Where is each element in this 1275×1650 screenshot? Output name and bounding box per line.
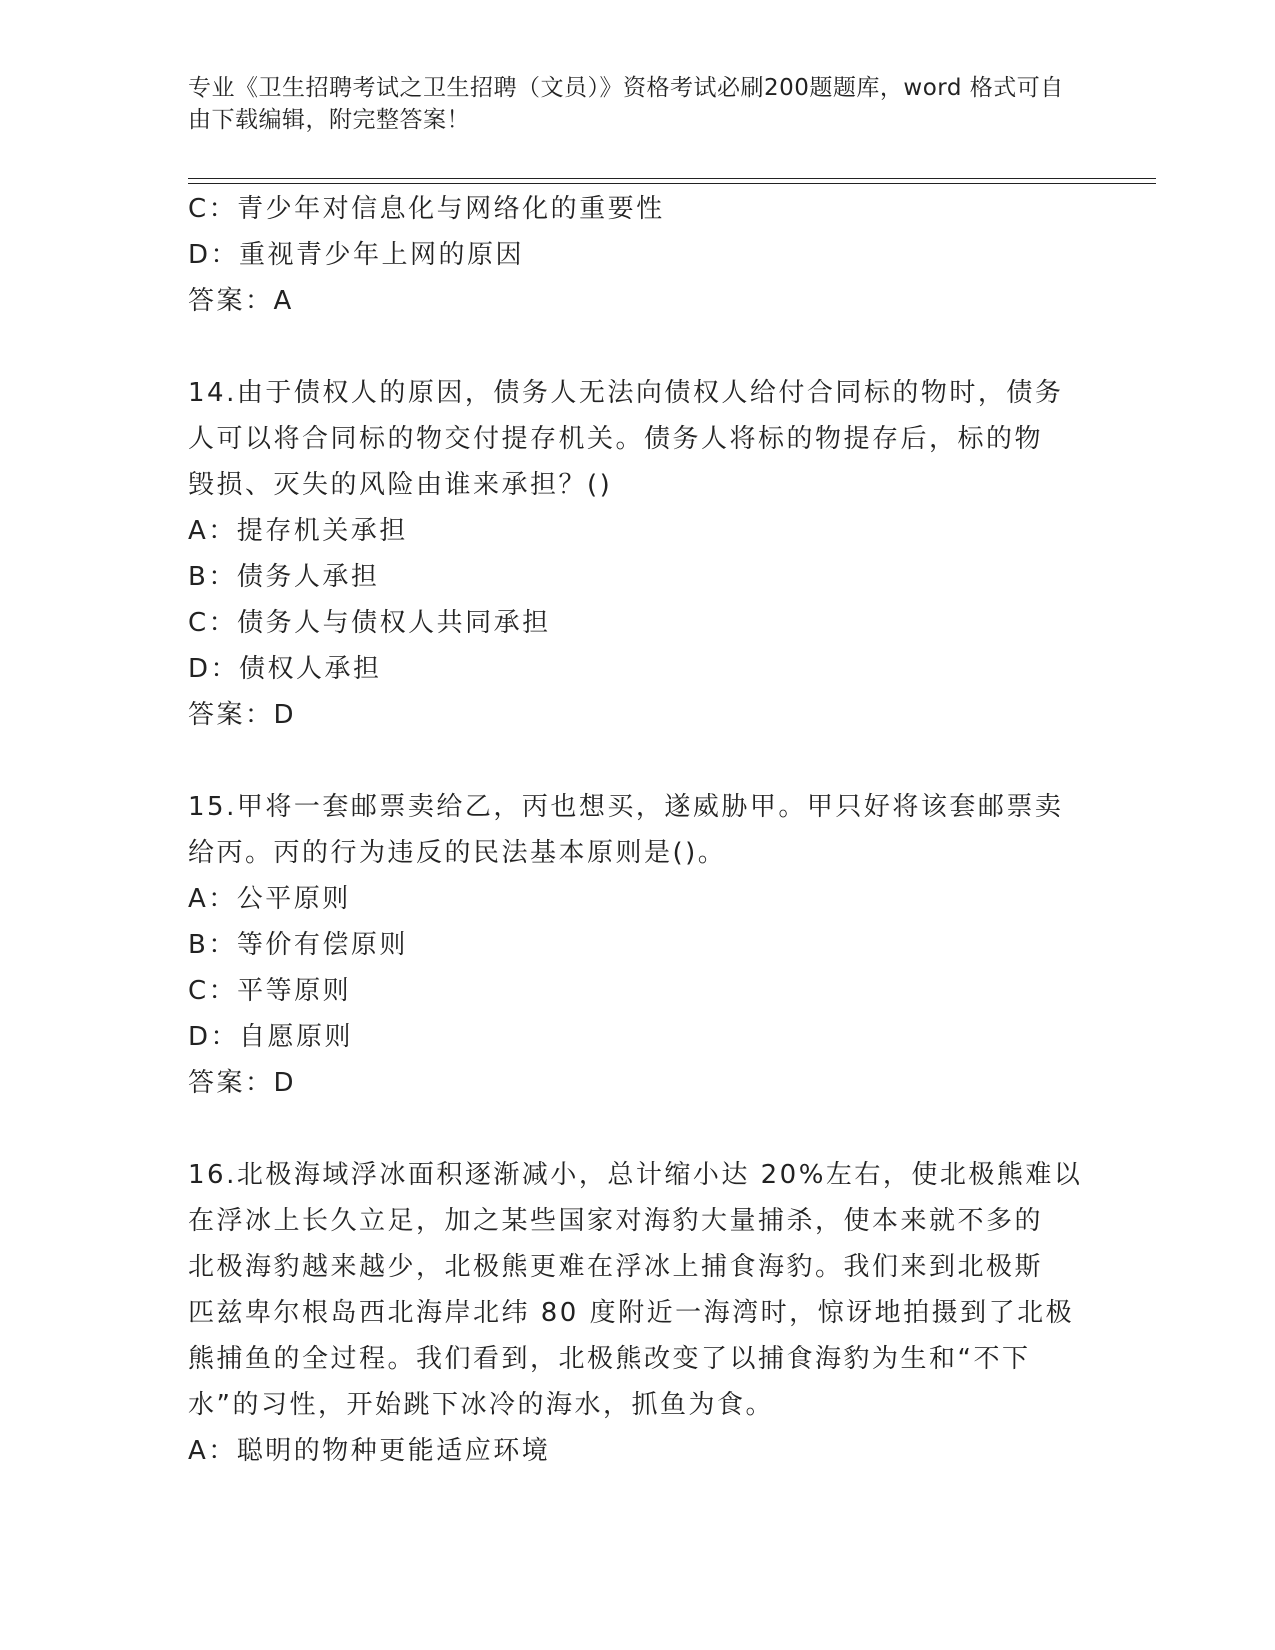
question-stem-line: 16.北极海域浮冰面积逐渐减小，总计缩小达 20%左右，使北极熊难以 [188,1160,1083,1190]
answer-line: 答案：D [188,700,297,730]
header-text: 专业《卫生招聘考试之卫生招聘（文员）》资格考试必刷200题题库，word 格式可自由下载编辑，附完整答案！ [188,75,1064,133]
question-stem-line: 给丙。丙的行为违反的民法基本原则是()。 [188,838,727,868]
question-stem-line: 人可以将合同标的物交付提存机关。债务人将标的物提存后，标的物 [188,424,1044,454]
question-14 [188,370,1088,738]
spacer [188,738,1088,784]
option-c: C：债务人与债权人共同承担 [188,608,551,638]
spacer [188,1106,1088,1152]
prev-question-block [188,186,1088,324]
question-stem-line: 在浮冰上长久立足，加之某些国家对海豹大量捕杀，使本来就不多的 [188,1206,1044,1236]
option-d: D：自愿原则 [188,1022,354,1052]
question-16 [188,1152,1088,1474]
answer-line: 答案：A [188,286,294,316]
page-header [188,72,1068,136]
question-stem-line: 北极海豹越来越少，北极熊更难在浮冰上捕食海豹。我们来到北极斯 [188,1252,1044,1282]
question-stem-line: 水”的习性，开始跳下冰冷的海水，抓鱼为食。 [188,1390,774,1420]
header-divider-bottom [188,183,1156,184]
option-d: D：债权人承担 [188,654,382,684]
option-a: A：公平原则 [188,884,351,914]
question-15 [188,784,1088,1106]
option-c: C：平等原则 [188,976,352,1006]
option-c: C：青少年对信息化与网络化的重要性 [188,194,665,224]
option-a: A：提存机关承担 [188,516,408,546]
option-b: B：债务人承担 [188,562,380,592]
option-a: A：聪明的物种更能适应环境 [188,1436,551,1466]
question-stem-line: 熊捕鱼的全过程。我们看到，北极熊改变了以捕食海豹为生和“不下 [188,1344,1031,1374]
spacer [188,324,1088,370]
question-stem-line: 15.甲将一套邮票卖给乙，丙也想买，遂威胁甲。甲只好将该套邮票卖 [188,792,1064,822]
question-content [188,186,1088,1474]
header-divider-top [188,178,1156,179]
option-d: D：重视青少年上网的原因 [188,240,525,270]
question-stem-line: 毁损、灭失的风险由谁来承担？() [188,470,613,500]
question-stem-line: 14.由于债权人的原因，债务人无法向债权人给付合同标的物时，债务 [188,378,1064,408]
option-b: B：等价有偿原则 [188,930,408,960]
question-stem-line: 匹兹卑尔根岛西北海岸北纬 80 度附近一海湾时，惊讶地拍摄到了北极 [188,1298,1075,1328]
answer-line: 答案：D [188,1068,297,1098]
